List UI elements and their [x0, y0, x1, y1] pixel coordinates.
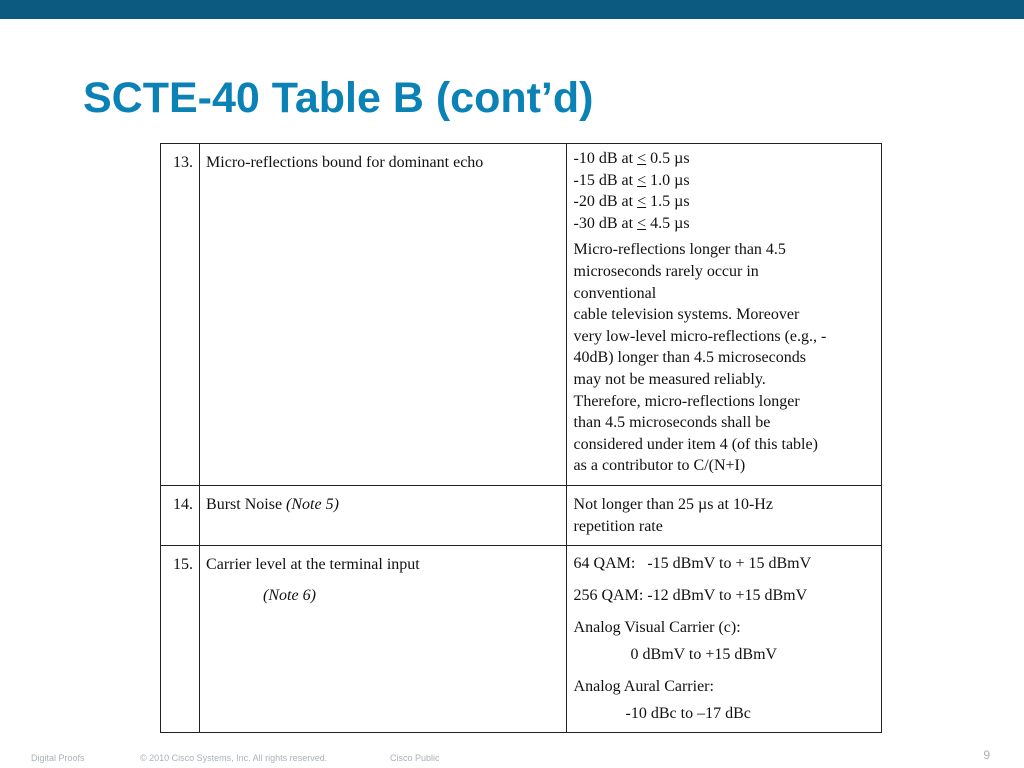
table-row [161, 144, 882, 486]
value-line: 64 QAM: -15 dBmV to + 15 dBmV [573, 555, 812, 573]
parameter-cell [200, 486, 567, 546]
row-number: 13. [161, 144, 200, 486]
note-line: very low-level micro-reflections (e.g., - [573, 327, 827, 345]
spec-line: -20 dB at < 1.5 µs [573, 193, 690, 211]
value-line: repetition rate [573, 517, 663, 535]
table-row [161, 546, 882, 733]
note-line: may not be measured reliably. [573, 370, 766, 388]
note-line: considered under item 4 (of this table) [573, 435, 818, 453]
value-cell [566, 546, 881, 733]
spec-line: -10 dB at < 0.5 µs [573, 150, 690, 167]
note-line: than 4.5 microseconds shall be [573, 414, 771, 432]
value-line: 256 QAM: -12 dBmV to +15 dBmV [573, 587, 808, 605]
note-line: Micro-reflections longer than 4.5 [573, 241, 786, 259]
value-line: Analog Visual Carrier (c): [573, 619, 741, 637]
row-number: 15. [161, 546, 200, 733]
slide-title: SCTE-40 Table B (cont’d) [83, 74, 594, 122]
parameter-note: (Note 6) [263, 586, 316, 604]
value-cell [566, 144, 881, 486]
row-number: 14. [161, 486, 200, 546]
parameter-cell: Micro-reflections bound for dominant echo [200, 144, 567, 486]
parameter-label: Carrier level at the terminal input [206, 556, 420, 574]
spec-line: -30 dB at < 4.5 µs [573, 214, 690, 232]
note-line: 40dB) longer than 4.5 microseconds [573, 349, 806, 367]
note-line: Therefore, micro-reflections longer [573, 392, 800, 410]
value-line: Analog Aural Carrier: [573, 678, 714, 696]
value-cell [566, 486, 881, 546]
value-line: -10 dBc to –17 dBc [625, 705, 751, 723]
footer-copyright: © 2010 Cisco Systems, Inc. All rights reserved. [140, 753, 328, 763]
value-line: 0 dBmV to +15 dBmV [630, 646, 778, 664]
parameter-label: Burst Noise [206, 496, 283, 513]
footer-classification: Cisco Public [390, 753, 440, 763]
note-line: conventional [573, 284, 657, 302]
note-line: cable television systems. Moreover [573, 306, 800, 324]
table-row [161, 486, 882, 546]
spec-line: -15 dB at < 1.0 µs [573, 171, 690, 189]
note-line: microseconds rarely occur in [573, 262, 759, 280]
top-bar [0, 0, 1024, 19]
spec-table [160, 143, 882, 733]
value-line: Not longer than 25 µs at 10-Hz [573, 496, 773, 513]
parameter-note: (Note 5) [286, 496, 339, 513]
note-line: as a contributor to C/(N+I) [573, 457, 746, 475]
page-number: 9 [983, 748, 990, 762]
footer-label: Digital Proofs [31, 753, 85, 763]
parameter-cell [200, 546, 567, 733]
